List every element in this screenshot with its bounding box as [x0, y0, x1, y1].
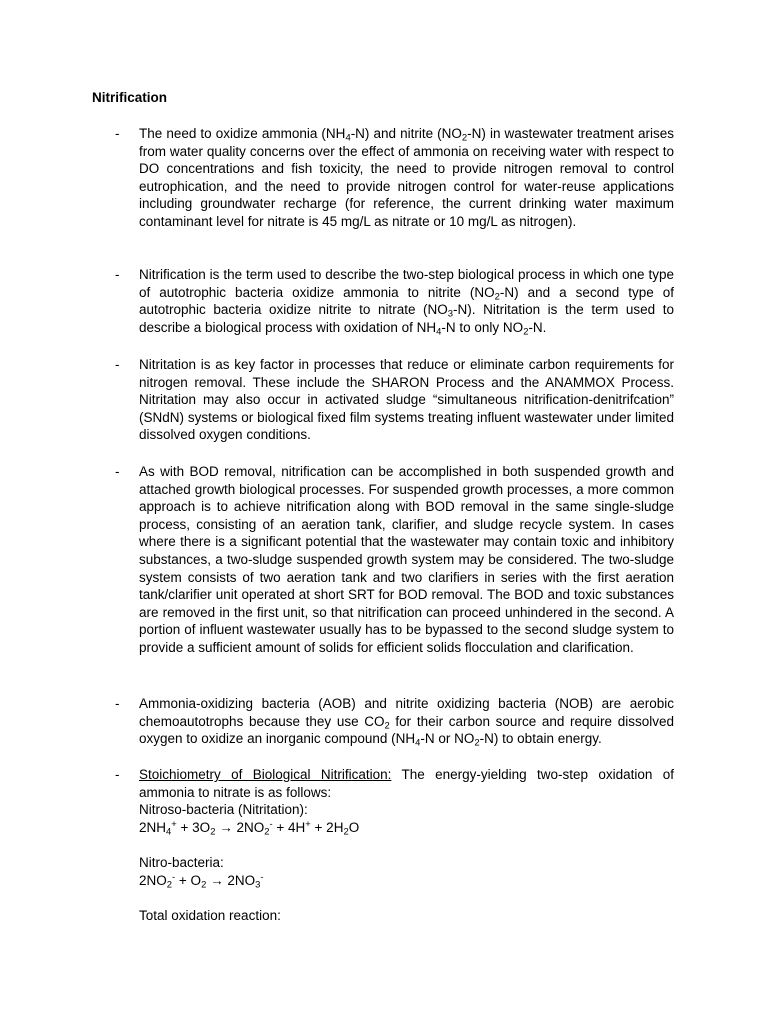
subscript: 2	[210, 826, 216, 838]
subscript: 3	[255, 878, 261, 890]
eq-term: O	[348, 819, 360, 835]
subscript: 2	[474, 737, 480, 749]
text-run: -N). Nitritation is the term used to describe a biological process with oxidation of NH	[139, 302, 674, 335]
text-run: -N) and a second type of autotrophic bacteria oxidize nitrite to nitrate (NO	[139, 284, 674, 318]
eq-term: + O	[175, 872, 202, 888]
text-run: Nitrification is the term used to describe the two-step biological process in which one type of autotrophic bacteria oxidize ammonia to nitrite (NO	[139, 267, 674, 300]
bullet-dash: -	[115, 126, 120, 141]
eq-term: + 2H	[310, 819, 344, 835]
equation-nitritation	[139, 819, 674, 837]
bullet-dash: -	[115, 696, 120, 711]
total-oxidation-label: Total oxidation reaction:	[139, 907, 281, 923]
paragraph-stoichiometry	[139, 766, 674, 924]
bullet-dash: -	[115, 464, 120, 479]
document-heading: Nitrification	[92, 90, 168, 105]
arrow-icon: →	[206, 872, 228, 888]
spacer	[139, 836, 674, 854]
subscript: 2	[201, 878, 207, 890]
subscript: 4	[436, 326, 442, 338]
subscript: 3	[447, 308, 454, 320]
text-run: -N) to obtain energy.	[479, 731, 602, 747]
text-run: -N to only NO	[441, 319, 524, 335]
superscript: -	[172, 871, 176, 883]
subscript: 2	[166, 878, 173, 890]
subscript: 4	[415, 737, 421, 749]
paragraph-nitrification-definition	[139, 266, 674, 336]
eq-term: 2NO	[139, 872, 167, 888]
superscript: -	[269, 818, 273, 830]
subscript: 2	[523, 326, 529, 338]
text-run: for their carbon source and require dissolved oxygen to oxidize an inorganic compound (NH	[139, 713, 674, 747]
stoichiometry-heading: Stoichiometry of Biological Nitrification:	[139, 767, 392, 782]
arrow-icon: →	[215, 819, 237, 835]
eq-term: 2NH	[139, 819, 167, 835]
equation-nitratation	[139, 872, 674, 890]
text-run: The energy-yielding two-step oxidation of ammonia to nitrate is as follows:	[139, 767, 674, 800]
subscript: 2	[264, 826, 270, 838]
text-run: -N or NO	[420, 731, 475, 747]
superscript: +	[305, 818, 311, 830]
subscript: 2	[343, 826, 349, 838]
paragraph-aob-nob	[139, 695, 674, 748]
eq-term: + 4H	[272, 819, 306, 835]
subscript: 2	[461, 132, 468, 144]
text-run: -N) in wastewater treatment arises from water quality concerns over the effect of ammonia on receiving water with respect to DO concentrations and fish toxicity, the need to provide nitrogen removal to control eutrophication, and the need to provide nitrogen control for water-reuse applications including groundwater recharge (for reference, the current drinking water maximum contaminant level for nitrate is 45 mg/L as nitrate or 10 mg/L as nitrogen).	[139, 126, 674, 229]
stoichiometry-intro	[139, 766, 674, 801]
text-run: -N.	[528, 319, 547, 335]
text-run: Ammonia-oxidizing bacteria (AOB) and nitrite oxidizing bacteria (NOB) are aerobic chemoautotrophs because they use CO	[139, 696, 674, 729]
subscript: 2	[384, 719, 390, 731]
superscript: -	[260, 871, 264, 883]
eq-term: + 3O	[176, 819, 211, 835]
superscript: +	[171, 818, 177, 830]
nitro-label: Nitro-bacteria:	[139, 854, 224, 870]
paragraph-water-quality	[139, 125, 674, 231]
text-run: The need to oxidize ammonia (NH	[139, 126, 346, 141]
bullet-dash: -	[115, 357, 120, 372]
subscript: 4	[345, 132, 351, 144]
nitroso-label: Nitroso-bacteria (Nitritation):	[139, 802, 308, 818]
bullet-dash: -	[115, 767, 120, 782]
paragraph-suspended-growth: As with BOD removal, nitrification can be accomplished in both suspended growth and attached growth biological processes. For suspended growth processes, a more common approach is to achieve nitrification along with BOD removal in the same single-sludge process, consisting of an aeration tank, clarifier, and sludge recycle system. In cases where there is a significant potential that the wastewater may contain toxic and inhibitory substances, a two-sludge suspended growth system may be considered. The two-sludge system consists of two aeration tank and two clarifiers in series with the first aeration tank/clarifier unit operated at short SRT for BOD removal. The BOD and toxic substances are removed in the first unit, so that nitrification can proceed unhindered in the second. A portion of influent wastewater usually has to be bypassed to the second sludge system to provide a sufficient amount of solids for efficient solids flocculation and clarification.	[139, 464, 674, 655]
eq-term: 2NO	[227, 872, 256, 888]
bullet-dash: -	[115, 267, 120, 282]
spacer	[139, 889, 674, 907]
eq-term: 2NO	[236, 819, 265, 835]
subscript: 4	[166, 826, 172, 838]
subscript: 2	[494, 290, 500, 302]
paragraph-nitritation: Nitritation is as key factor in processes that reduce or eliminate carbon requirements for nitrogen removal. These include the SHARON Process and the ANAMMOX Process. Nitritation may also occur in activated sludge “simultaneous nitrification-denitrifcation” (SNdN) systems or biological fixed film systems treating influent wastewater under limited dissolved oxygen conditions.	[139, 357, 674, 443]
text-run: -N) and nitrite (NO	[350, 126, 462, 141]
